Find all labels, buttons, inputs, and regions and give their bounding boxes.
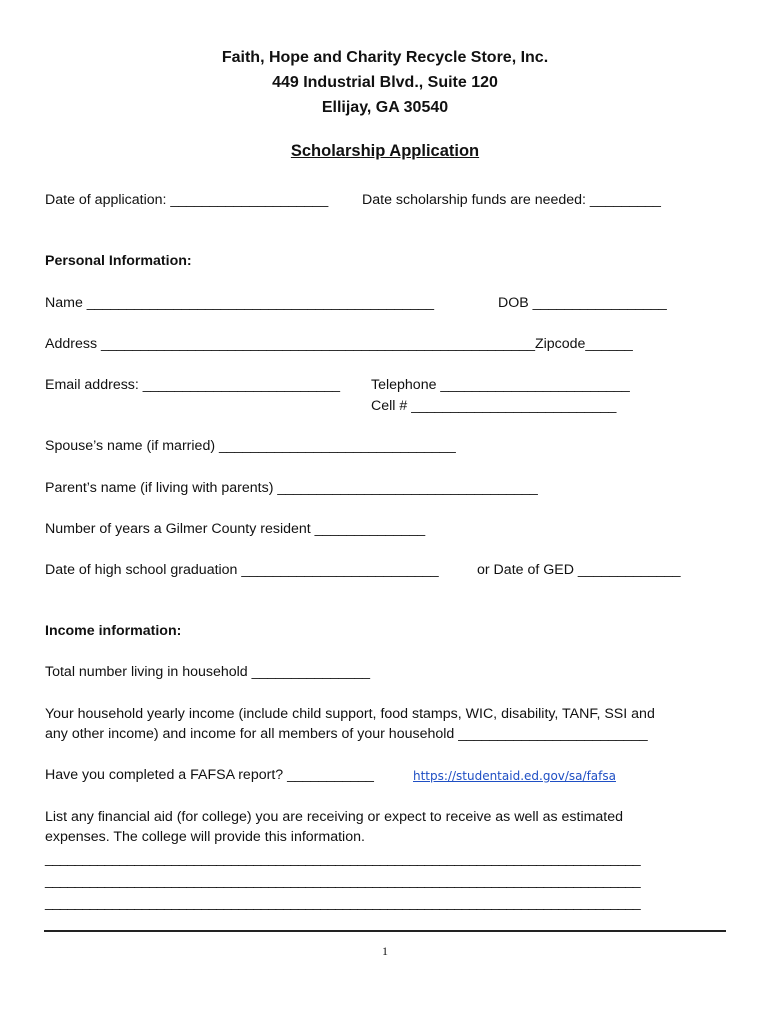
personal-information-heading: Personal Information:	[45, 253, 192, 269]
footer-divider	[44, 930, 726, 932]
financial-aid-blank-line-3[interactable]: ________________________________________________________________________________	[45, 895, 641, 911]
page-number: 1	[382, 944, 388, 958]
address-zipcode-field[interactable]: Address _______________________________________________________Zipcode______	[45, 336, 633, 352]
financial-aid-text-line-2: expenses. The college will provide this information.	[45, 829, 365, 845]
high-school-graduation-field[interactable]: Date of high school graduation _________________________	[45, 562, 439, 578]
parent-name-field[interactable]: Parent’s name (if living with parents) _________________________________	[45, 480, 538, 496]
household-count-field[interactable]: Total number living in household _______________	[45, 664, 370, 680]
org-city-state-zip: Ellijay, GA 30540	[321, 99, 449, 116]
fafsa-link[interactable]: https://studentaid.ed.gov/sa/fafsa	[413, 769, 616, 783]
financial-aid-blank-line-1[interactable]: ________________________________________________________________________________	[45, 851, 641, 867]
cell-field[interactable]: Cell # __________________________	[371, 398, 617, 414]
name-field[interactable]: Name ____________________________________________	[45, 295, 434, 311]
fafsa-field[interactable]: Have you completed a FAFSA report? ___________	[45, 767, 374, 783]
financial-aid-blank-line-2[interactable]: ________________________________________________________________________________	[45, 873, 641, 889]
form-title: Scholarship Application	[290, 142, 480, 160]
yearly-income-field[interactable]: any other income) and income for all members of your household ________________________	[45, 726, 648, 742]
financial-aid-text-line-1: List any financial aid (for college) you are receiving or expect to receive as well as estimated	[45, 809, 624, 825]
spouse-name-field[interactable]: Spouse’s name (if married) ______________________________	[45, 438, 456, 454]
date-of-application-field[interactable]: Date of application: ____________________	[45, 192, 329, 208]
telephone-field[interactable]: Telephone ________________________	[371, 377, 630, 393]
org-name: Faith, Hope and Charity Recycle Store, Inc.	[221, 49, 549, 66]
date-funds-needed-field[interactable]: Date scholarship funds are needed: _________	[362, 192, 661, 208]
years-resident-field[interactable]: Number of years a Gilmer County resident ______________	[45, 521, 426, 537]
org-street-address: 449 Industrial Blvd., Suite 120	[272, 74, 498, 91]
organization-header	[0, 45, 770, 120]
ged-date-field[interactable]: or Date of GED _____________	[477, 562, 681, 578]
yearly-income-text-line-1: Your household yearly income (include child support, food stamps, WIC, disability, TANF, SSI and	[45, 706, 655, 722]
dob-field[interactable]: DOB _________________	[498, 295, 667, 311]
email-field[interactable]: Email address: _________________________	[45, 377, 341, 393]
income-information-heading: Income information:	[45, 623, 182, 639]
